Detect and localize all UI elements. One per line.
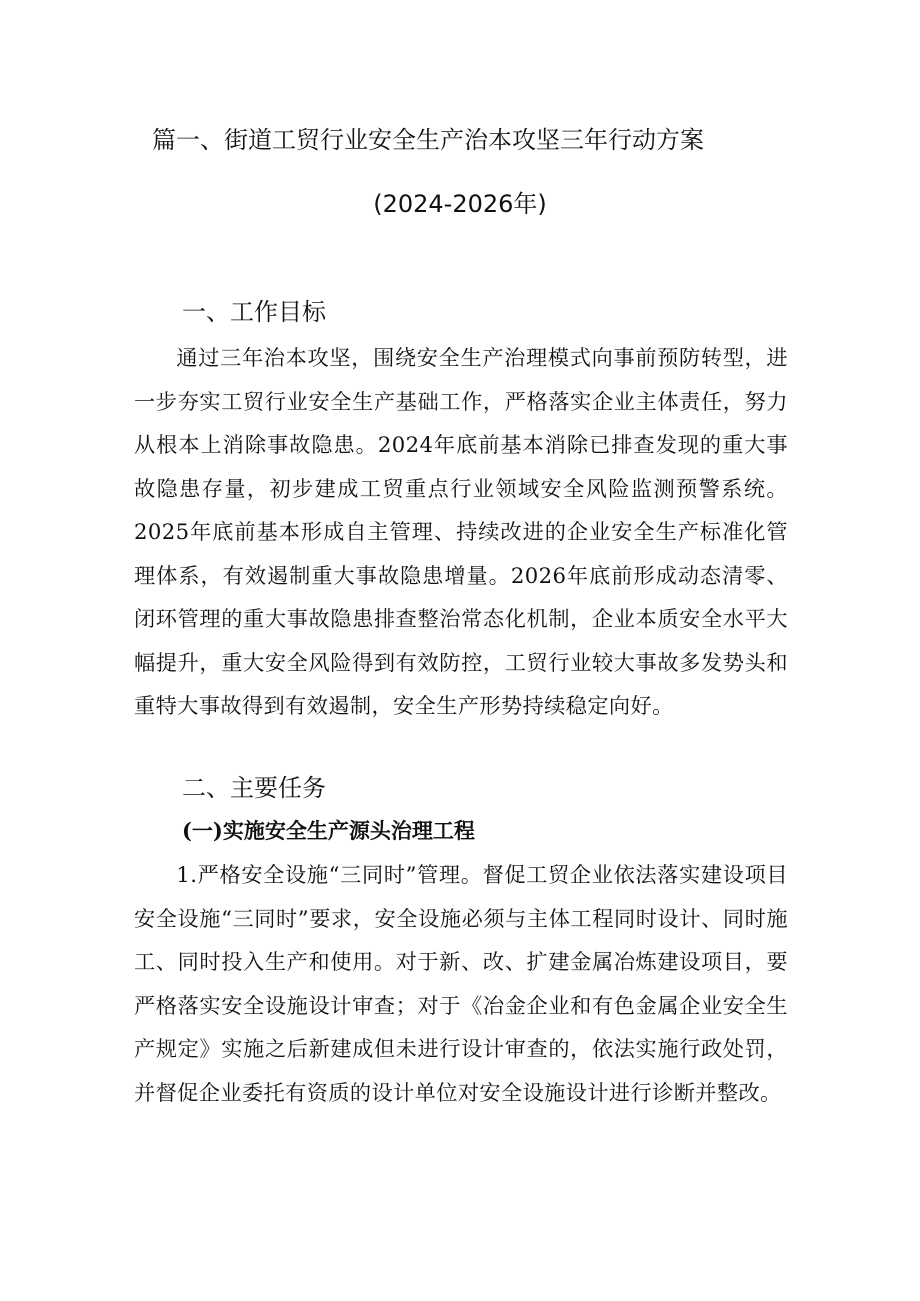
document-years: (2024-2026年) (373, 190, 547, 218)
section-heading-work-goals: 一、工作目标 (182, 298, 326, 326)
section-paragraph-three-simultaneous: 1.严格安全设施“三同时”管理。督促工贸企业依法落实建设项目安全设施“三同时”要求，安全设施必须与主体工程同时设计、同时施工、同时投入生产和使用。对于新、改、扩建金属冶炼建设项目，要严格落实安全设施设计审查；对于《冶金企业和有色金属企业安全生产规定》实施之后新建成但未进行设计审查的，依法实施行政处罚，并督促企业委托有资质的设计单位对安全设施设计进行诊断并整改。 (134, 862, 788, 1105)
section-heading-main-tasks: 二、主要任务 (182, 774, 326, 802)
document-title: 篇一、街道工贸行业安全生产治本攻坚三年行动方案 (152, 126, 704, 154)
subsection-heading-source-governance: (一)实施安全生产源头治理工程 (182, 818, 475, 843)
section-paragraph-work-goals: 通过三年治本攻坚，围绕安全生产治理模式向事前预防转型，进一步夯实工贸行业安全生产基础工作，严格落实企业主体责任，努力从根本上消除事故隐患。2024年底前基本消除已排查发现的重大事故隐患存量，初步建成工贸重点行业领域安全风险监测预警系统。2025年底前基本形成自主管理、持续改进的企业安全生产标准化管理体系，有效遏制重大事故隐患增量。2026年底前形成动态清零、闭环管理的重大事故隐患排查整治常态化机制，企业本质安全水平大幅提升，重大安全风险得到有效防控，工贸行业较大事故多发势头和重特大事故得到有效遏制，安全生产形势持续稳定向好。 (134, 345, 788, 718)
